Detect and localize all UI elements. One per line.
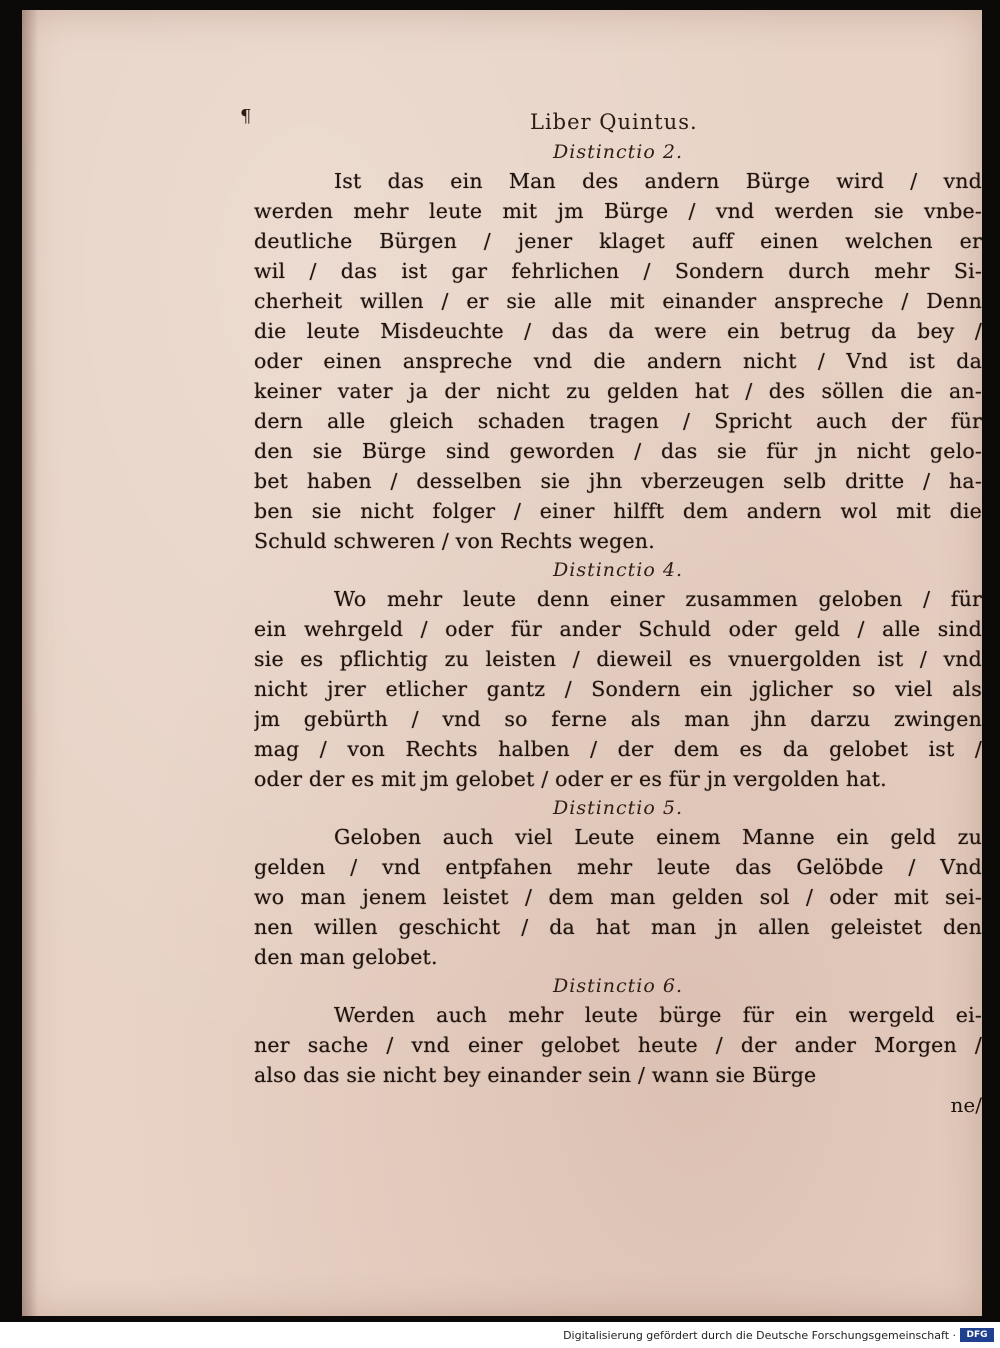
text-line: Schuld schweren / von Rechts wegen. [254,529,655,553]
section-heading: Distinctio 5. [553,797,683,819]
text-line: sie es pflichtig zu leisten / dieweil es vnuergolden ist / vnd [254,647,982,671]
running-head: Liber Quintus. [530,110,698,134]
text-line: ein wehrgeld / oder für ander Schuld oder geld / alle sind [254,617,982,641]
text-line: ben sie nicht folger / einer hilfft dem andern wol mit die [254,499,982,523]
text-line: nicht jrer etlicher gantz / Sondern ein jglicher so viel als [254,677,982,701]
gutter-shadow [22,10,38,1316]
text-line: ner sache / vnd einer gelobet heute / der ander Morgen / [254,1033,982,1057]
text-line: deutliche Bürgen / jener klaget auff einen welchen er [254,229,982,253]
text-line: Wo mehr leute denn einer zusammen geloben / für [334,587,982,611]
section-heading: Distinctio 6. [553,975,683,997]
text-line: den man gelobet. [254,945,438,969]
text-line: keiner vater ja der nicht zu gelden hat / des söllen die an- [254,379,982,403]
text-line: mag / von Rechts halben / der dem es da gelobet ist / [254,737,982,761]
book-page [22,10,982,1316]
text-line: werden mehr leute mit jm Bürge / vnd werden sie vnbe- [254,199,982,223]
text-line: oder der es mit jm gelobet / oder er es für jn vergolden hat. [254,767,887,791]
footer-bar [0,1322,1000,1348]
catchword: ne/ [950,1093,982,1117]
dfg-logo: DFG [960,1328,994,1342]
text-line: Ist das ein Man des andern Bürge wird / vnd [334,169,982,193]
page-mark: ¶ [240,106,252,127]
funding-credit: Digitalisierung gefördert durch die Deutsche Forschungsgemeinschaft · [563,1329,956,1342]
text-line: oder einen anspreche vnd die andern nicht / Vnd ist da [254,349,982,373]
section-heading: Distinctio 4. [553,559,683,581]
text-line: nen willen geschicht / da hat man jn allen geleistet den [254,915,982,939]
text-line: die leute Misdeuchte / das da were ein betrug da bey / [254,319,982,343]
section-heading: Distinctio 2. [553,141,683,163]
text-line: Geloben auch viel Leute einem Manne ein geld zu [334,825,982,849]
text-line: wo man jenem leistet / dem man gelden sol / oder mit sei- [254,885,982,909]
text-line: cherheit willen / er sie alle mit einander anspreche / Denn [254,289,982,313]
text-line: also das sie nicht bey einander sein / wann sie Bürge [254,1063,817,1087]
text-line: bet haben / desselben sie jhn vberzeugen selb dritte / ha- [254,469,982,493]
text-line: den sie Bürge sind geworden / das sie für jn nicht gelo- [254,439,982,463]
text-line: Werden auch mehr leute bürge für ein wergeld ei- [334,1003,982,1027]
text-block [254,138,982,1120]
text-line: jm gebürth / vnd so ferne als man jhn darzu zwingen [254,707,982,731]
text-line: wil / das ist gar fehrlichen / Sondern durch mehr Si- [254,259,982,283]
text-line: gelden / vnd entpfahen mehr leute das Gelöbde / Vnd [254,855,982,879]
text-line: dern alle gleich schaden tragen / Spricht auch der für [254,409,982,433]
